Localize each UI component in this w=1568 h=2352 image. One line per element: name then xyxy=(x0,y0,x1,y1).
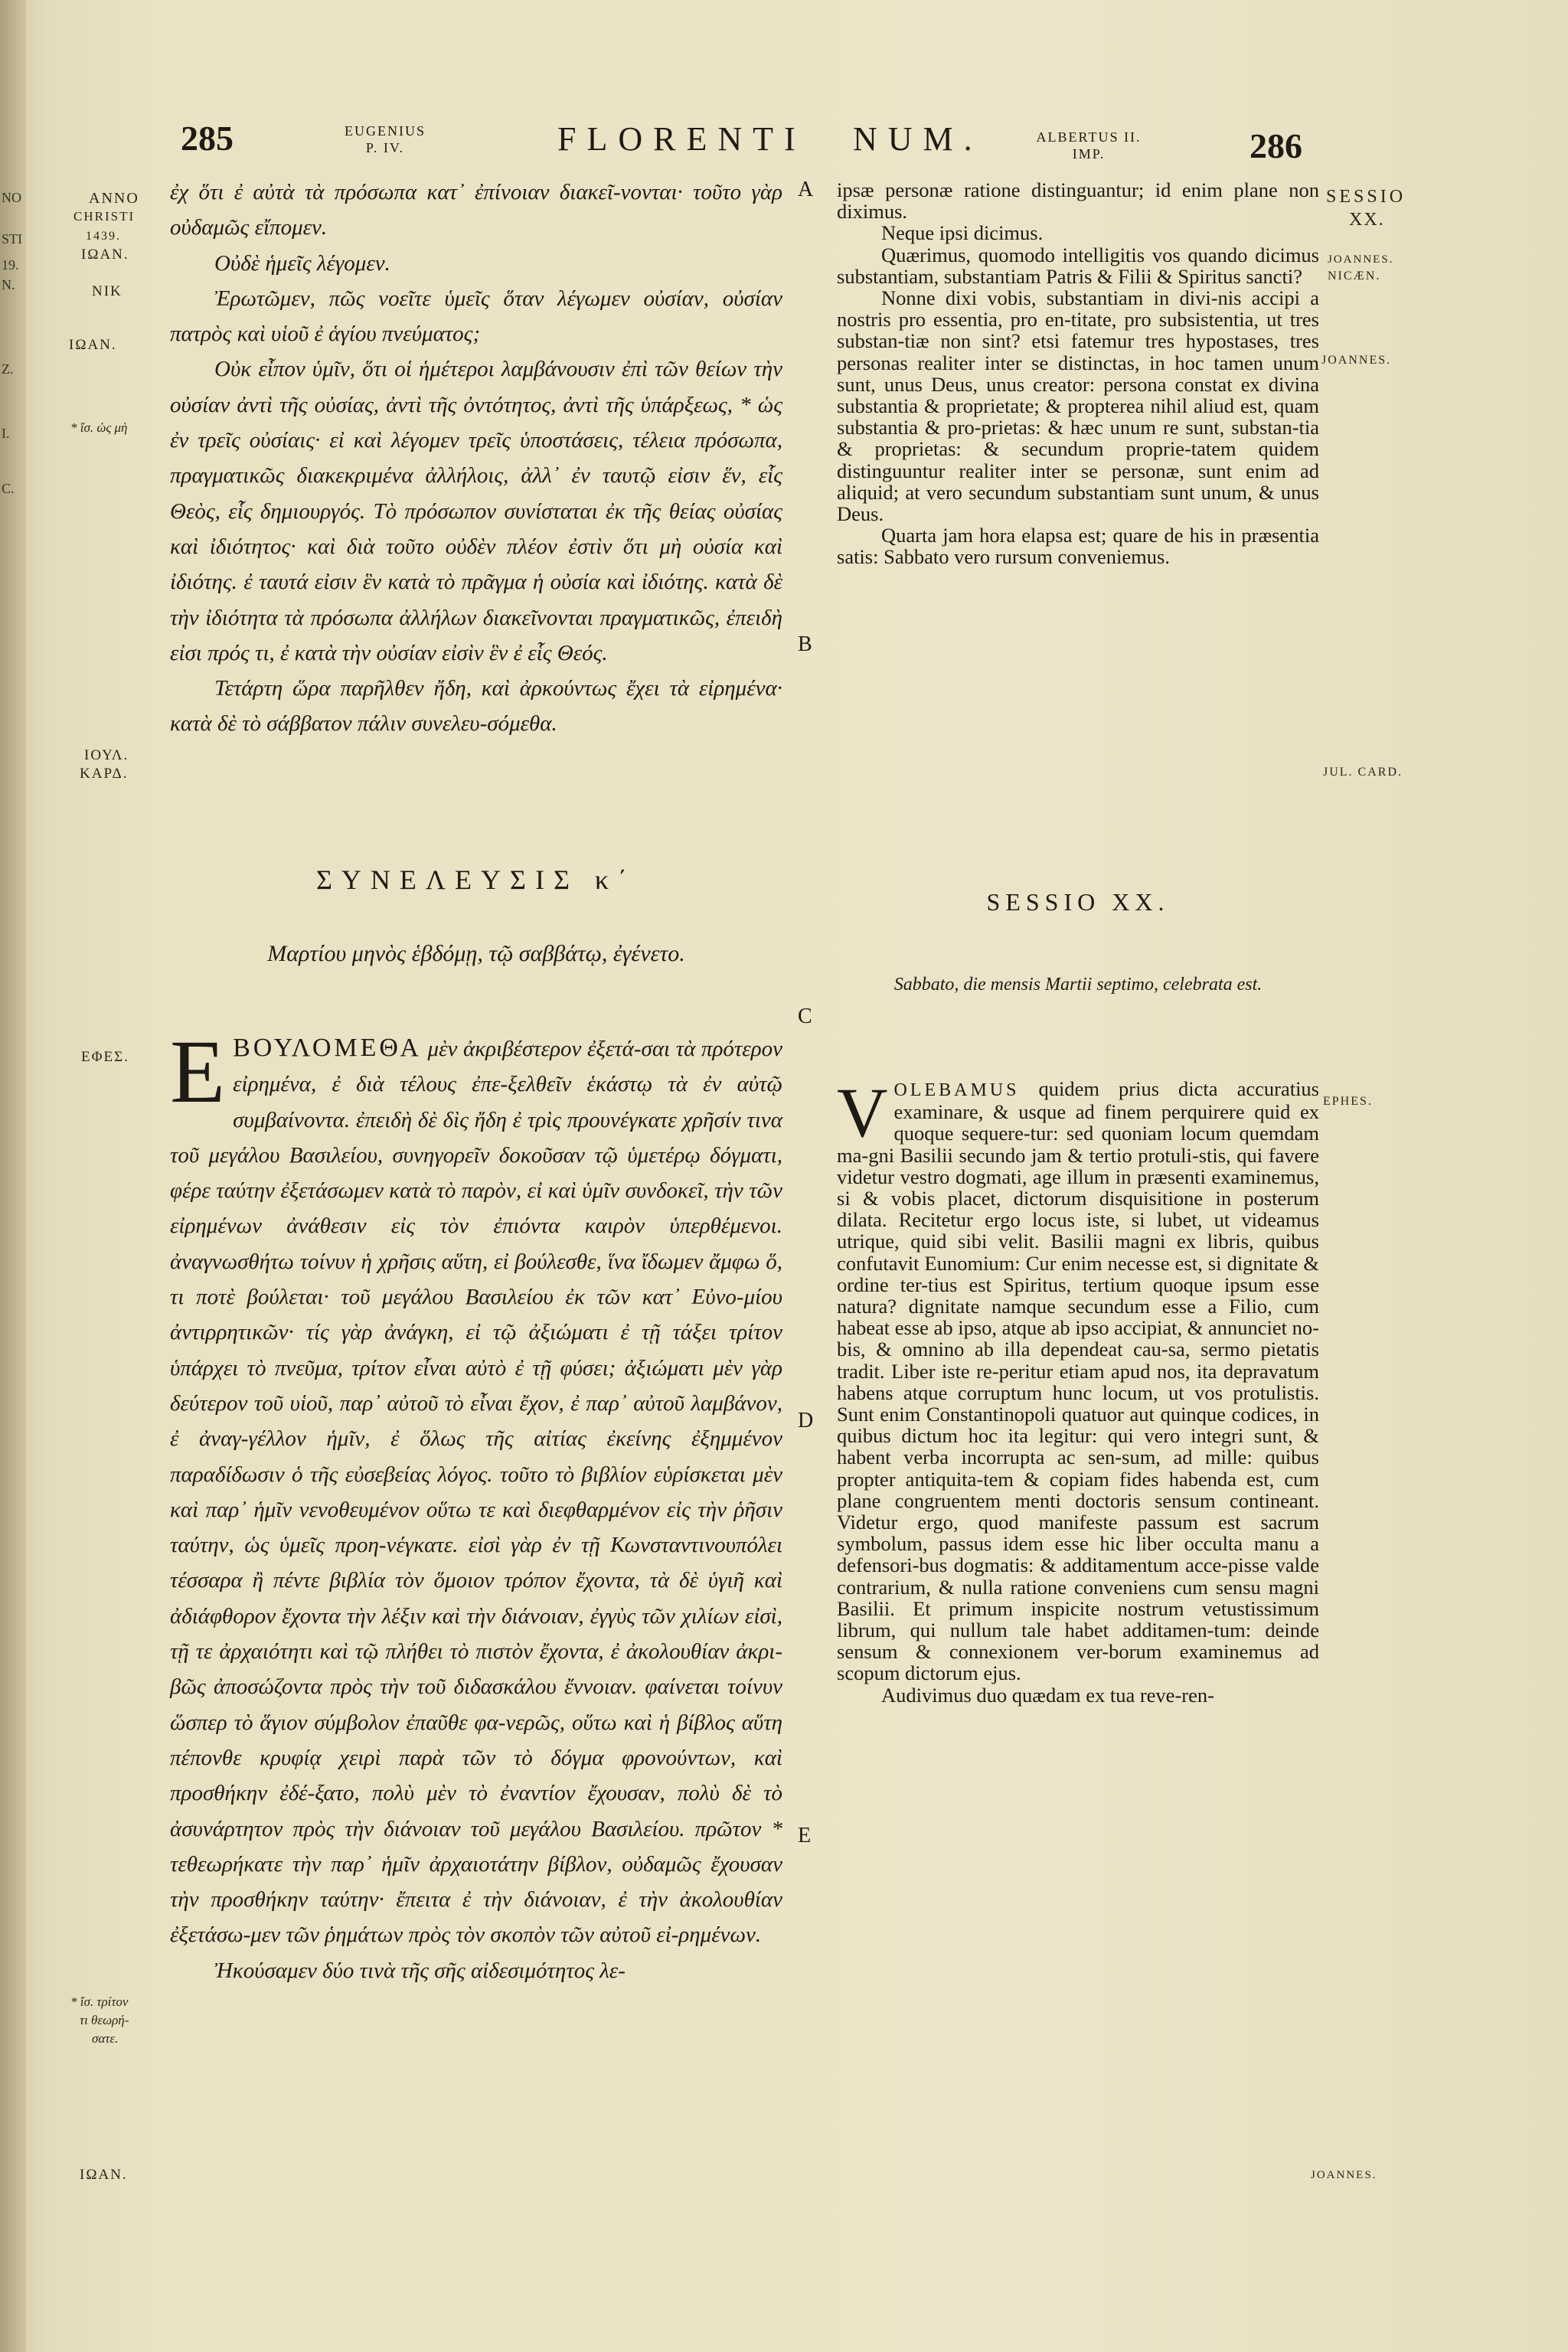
edge-fragment: STI xyxy=(2,231,22,247)
greek-session-date: Μαρτίου μηνὸς ἑβδόμῃ, τῷ σαββάτῳ, ἐγένετο. xyxy=(267,941,685,966)
greek-session-title: ΣΥΝΕΛΕΥΣΙΣ κ΄ xyxy=(315,864,637,895)
facing-page-edge xyxy=(0,0,26,2352)
speaker-label: ΝΙΚ xyxy=(92,283,122,299)
greek-paragraph xyxy=(170,1021,782,1953)
edge-fragment: NO xyxy=(2,190,21,205)
latin-paragraph-text: quidem prius dicta accuratius examinare, & usque ad finem perquirere quid ex quoque sequere-tur: sed quoniam locum quemdam ma-gni Basilii secundo jam & tertio protuli-stis, qui favere videtur vestro dogmati, age illum in præsenti examinemus, si & vobis placet, dictorum disquisitione in posterum dilata. Recitetur ergo locus iste, si lubet, ut videamus utrique, quid sibi velit. Basilii magni ex libris, quibus confutavit Eunomium: Cur enim necesse est, si dignitate & ordine ter-tius est Spiritus, tertium quoque ipsum esse natura? dignitate namque secundum esse a Filio, cum habeat esse ab ipso, atque ab ipso accipiat, & annunciet no-bis, & omnino ab illa dependeat cau-sa, sermo pietatis tradit. Liber iste re-peritur etiam apud nos, ita depravatum habens atque corruptum hunc locum, ut vos protulistis. Sunt enim Constantinopoli quatuor aut quinque codices, in quibus dictum hoc ita legitur: qui vero integri sunt, & habent verba incorrupta ac sen-sum, ad mille: quibus propter antiquita-tem & copiam fides habenda est, cum plane congruentem menti doctoris sensum contineant. Videtur ergo, quod manifeste passum est sacrum symbolum, passus idem esse hic liber occulta manu a defensori-bus dogmatis: & additamentum acce-pisse valde contrarium, & nulla ratione conveniens cum sensu magni Basilii. Et primum inspicite nostrum vetustissimum librum, qui nullum tale habet additamen-tum: deinde sensum & connexionem ver-borum examinemus ad scopum dictorum ejus. xyxy=(837,1077,1319,1685)
greek-paragraph: Οὐκ εἶπον ὑμῖν, ὅτι οἱ ἡμέτεροι λαμβάνουσιν ἐπὶ τῶν θείων τὴν οὐσίαν ἀντὶ τῆς οὐσίας, ἀντὶ τῆς ὀντότητος, ἀντὶ τῆς ὑπάρξεως, * ὡς ἐν τρεῖς οὐσίαις· εἰ καὶ λέγομεν τρεῖς ὑποστάσεις, τέλεια πρόσωπα, πραγματικῶς διακεκριμένα ἀλλήλοις, ἀλλ᾽ ἐν ταυτῷ εἰσιν ἕν, εἷς Θεὸς, εἷς δημιουργός. Τὸ πρόσωπον συνίσταται ἐκ τῆς θείας οὐσίας καὶ ἰδιότητος· καὶ διὰ τοῦτο οὐδὲν πλέον ἐστὶν ὅτι μὴ οὐσία καὶ ἰδιότης. ἐ ταυτά εἰσιν ἓν κατὰ τὸ πρᾶγμα ἡ οὐσία καὶ ἰδιότης. κατὰ δὲ τὴν ἰδιότητα τὰ πρόσωπα ἀλλήλων διακεῖνονται πραγματικῶς, ἐπειδὴ εἰσι πρός τι, ἐ κατὰ τὴν οὐσίαν εἰσὶν ἓν ἐ εἷς Θεός. xyxy=(170,357,782,665)
running-head-left-top: EUGENIUS xyxy=(345,123,426,139)
latin-paragraph xyxy=(837,1073,1319,1685)
latin-paragraph: Quærimus, quomodo intelligitis vos quando dicimus substantiam, substantiam Patris & Filii & Spiritus sancti? xyxy=(837,243,1319,288)
margin-variant-note: σατε. xyxy=(92,2031,119,2046)
speaker-label: JOANNES. xyxy=(1311,2169,1377,2181)
speaker-label: JOANNES. xyxy=(1328,253,1394,266)
greek-column-upper xyxy=(170,175,782,742)
speaker-label: JUL. CARD. xyxy=(1323,766,1403,779)
greek-paragraph: ἐχ ὅτι ἐ αὐτὰ τὰ πρόσωπα κατ᾽ ἐπίνοιαν διακεῖ-νονται· τοῦτο γὰρ οὐδαμῶς εἴπομεν. xyxy=(170,180,782,240)
edge-fragment: I. xyxy=(2,426,10,441)
latin-paragraph: Nonne dixi vobis, substantiam in divi-nis accipi a nostris pro essentia, pro en-titate, pro subsistentia, ut tres substan-tiæ non sint? etsi fatemur tres hypostases, tres personas realiter inter se distinctas, in hoc tamen unum sunt, unus Deus, unus creator: persona constat ex divina substantia & proprietate; & propterea nihil aliud est, quam substantia & pro-prietas: & hæc unum re sunt, substan-tia & proprietas: & secundum proprie-tatem quidem distinguuntur realiter inter se personæ, sunt enim ad aliquid; at vero secundum substantiam sunt unum, & unus Deus. xyxy=(837,286,1319,526)
greek-column-lower xyxy=(170,1021,782,1988)
margin-variant-note: * ἴσ. τρίτον xyxy=(70,1994,129,2009)
speaker-label: ΙΩΑΝ. xyxy=(81,247,129,263)
running-head-right-top: ALBERTUS II. xyxy=(1036,129,1142,145)
margin-christi: CHRISTI xyxy=(74,209,136,224)
latin-paragraph: Neque ipsi dicimus. xyxy=(881,221,1044,245)
section-letter-a: A xyxy=(798,178,814,201)
section-letter-d: D xyxy=(798,1409,814,1432)
speaker-label: JOANNES. xyxy=(1321,354,1392,367)
margin-variant-note: * ἴσ. ὡς μὴ xyxy=(70,420,128,435)
running-head-left xyxy=(335,122,435,156)
speaker-label: EPHES. xyxy=(1323,1095,1373,1108)
margin-year: 1439. xyxy=(86,230,121,243)
left-page-number: 285 xyxy=(181,119,234,158)
edge-fragment: Z. xyxy=(2,361,14,377)
speaker-label: ΚΑΡΔ. xyxy=(80,766,129,782)
right-page-number: 286 xyxy=(1250,126,1302,165)
edge-fragment: 19. xyxy=(2,257,19,273)
greek-first-words: ΒΟΥΛΟΜΕΘΑ xyxy=(233,1034,422,1062)
running-title-first: FLORENTI xyxy=(557,120,806,158)
section-letter-b: B xyxy=(798,632,812,656)
edge-fragment: N. xyxy=(2,277,15,292)
greek-paragraph: Οὐδὲ ἡμεῖς λέγομεν. xyxy=(214,250,390,276)
greek-paragraph: Ἐρωτῶμεν, πῶς νοεῖτε ὑμεῖς ὅταν λέγωμεν οὐσίαν, οὐσίαν πατρὸς καὶ υἱοῦ ἐ ἁγίου πνεύματος; xyxy=(170,286,782,347)
latin-column-lower xyxy=(837,1073,1319,1707)
latin-paragraph: Quarta jam hora elapsa est; quare de his in præsentia satis: Sabbato vero rursum conveniemus. xyxy=(837,524,1319,569)
latin-first-words: OLEBAMUS xyxy=(893,1080,1020,1100)
latin-paragraph: ipsæ personæ ratione distinguantur; id enim plane non diximus. xyxy=(837,178,1319,224)
edge-fragment: C. xyxy=(2,481,15,496)
speaker-label: ΕΦΕΣ. xyxy=(81,1049,129,1065)
greek-paragraph: Τετάρτη ὥρα παρῆλθεν ἤδη, καὶ ἀρκούντως ἔχει τὰ εἰρημένα· κατὰ δὲ τὸ σάββατον πάλιν συνελευ-σόμεθα. xyxy=(170,676,782,737)
greek-paragraph-text: μὲν ἀκριβέστερον ἐξετά-σαι τὰ πρότερον εἰρημένα, ἐ διὰ τέλους ἐπε-ξελθεῖν ἑκάστῳ τὰ ἐν αὐτῷ συμβαίνοντα. ἐπειδὴ δὲ δὶς ἤδη ἐ τρὶς προυνέγκατε χρῆσίν τινα τοῦ μεγάλου Βασιλείου, συνηγορεῖν δοκοῦσαν τῷ ὑμετέρῳ δόγματι, φέρε ταύτην ἐξετάσωμεν κατὰ τὸ παρὸν, εἰ καὶ ὑμῖν συνδοκεῖ, τὴν τῶν εἰρημένων ἀνάθεσιν εἰς τὸν ἐπιόντα καιρὸν ὑπερθέμενοι. ἀναγνωσθήτω τοίνυν ἡ χρῆσις αὕτη, εἰ βούλεσθε, ἵνα ἴδωμεν ἄμφω ὅ, τι ποτὲ βούλεται· τοῦ μεγάλου Βασιλείου ἐκ τῶν κατ᾽ Εὐνο-μίου ἀντιρρητικῶν· τίς γὰρ ἀνάγκη, εἰ τῷ ἀξιώματι ἐ τῇ τάξει τρίτον ὑπάρχει τὸ πνεῦμα, τρίτον εἶναι αὐτὸ ἐ τῇ φύσει; ἀξιώματι μὲν γὰρ δεύτερον τοῦ υἱοῦ, παρ᾽ αὐτοῦ τὸ εἶναι ἔχον, ἐ παρ᾽ αὐτοῦ λαμβάνον, ἐ ἀναγ-γέλλον ἡμῖν, ἐ ὅλως τῆς αἰτίας ἐκείνης ἐξημμένον παραδίδωσιν ὁ τῆς εὐσεβείας λόγος. τοῦτο τὸ βιβλίον εὑρίσκεται μὲν καὶ παρ᾽ ἡμῖν νενοθευμένον οὕτω τε καὶ διεφθαρμένον εἰς τὴν ῥῆσιν ταύτην, ὡς ὑμεῖς προη-νέγκατε. εἰσὶ γὰρ ἐν τῇ Κωνσταντινουπόλει τέσσαρα ἢ πέντε βιβλία τὸν ὅμοιον τρόπον ἔχοντα, τὰ δὲ ὑγιῆ καὶ ἀδιάφθορον ἔχοντα τὴν λέξιν καὶ τὴν διάνοιαν, ἐγγὺς τῶν χιλίων εἰσὶ, τῇ τε ἀρχαιότητι καὶ τῷ πλήθει τὸ πιστὸν ἔχοντα, ἐ ἀκολουθίαν ἀκρι-βῶς ἀποσώζοντα πρὸς τὴν τοῦ διδασκάλου ἔννοιαν. φαίνεται τοίνυν ὥσπερ τὸ ἅγιον σύμβολον ἐπαῦθε φα-νερῶς, οὕτω καὶ ἡ βίβλος αὕτη πέπονθε κρυφίᾳ χειρὶ παρὰ τῶν τὸ δόγμα φρονούντων, καὶ προσθήκην ἐδέ-ξατο, πολὺ μὲν τὸ ἐναντίον ἔχουσαν, πολὺ δὲ τὸ ἀσυνάρτητον πρὸς τὴν διάνοιαν τοῦ μεγάλου Βασιλείου. πρῶτον * τεθεωρήκατε τὴν παρ᾽ ἡμῖν ἀρχαιοτάτην βίβλον, οὐδαμῶς ἔχουσαν τὴν προσθήκην ταύτην· ἔπειτα ἐ τὴν διάνοιαν, ἐ τὴν ἀκολουθίαν ἐξετάσω-μεν τῶν ῥημάτων πρὸς τὸν σκοπὸν τῶν αὐτοῦ εἰ-ρημένων. xyxy=(170,1037,782,1948)
speaker-label: ΙΟΥΛ. xyxy=(84,747,129,763)
margin-anno: ANNO xyxy=(89,190,139,207)
running-head-left-bottom: P. IV. xyxy=(365,140,405,155)
speaker-label: ΙΩΑΝ. xyxy=(80,2167,128,2183)
margin-sessio: SESSIO xyxy=(1326,187,1406,207)
latin-session-title: SESSIO XX. xyxy=(986,888,1170,916)
section-letter-c: C xyxy=(798,1004,812,1028)
margin-variant-note: τι θεωρή- xyxy=(80,2013,129,2027)
greek-drop-capital: Ε xyxy=(170,1021,226,1122)
latin-session-date: Sabbato, die mensis Martii septimo, celebrata est. xyxy=(893,975,1263,995)
greek-paragraph: Ἠκούσαμεν δύο τινὰ τῆς σῆς αἰδεσιμότητος λε- xyxy=(214,1958,626,1983)
latin-paragraph: Audivimus duo quædam ex tua reve-ren- xyxy=(881,1683,1214,1707)
running-head-right-bottom: IMP. xyxy=(1072,146,1106,162)
running-title-second: NUM. xyxy=(853,120,983,158)
latin-drop-capital: V xyxy=(837,1073,888,1152)
section-letter-e: E xyxy=(798,1824,812,1847)
speaker-label: NICÆN. xyxy=(1328,270,1381,283)
margin-session-number: XX. xyxy=(1349,210,1385,230)
running-head-right xyxy=(1020,129,1158,162)
speaker-label: ΙΩΑΝ. xyxy=(69,337,117,353)
latin-column-upper xyxy=(837,179,1319,568)
